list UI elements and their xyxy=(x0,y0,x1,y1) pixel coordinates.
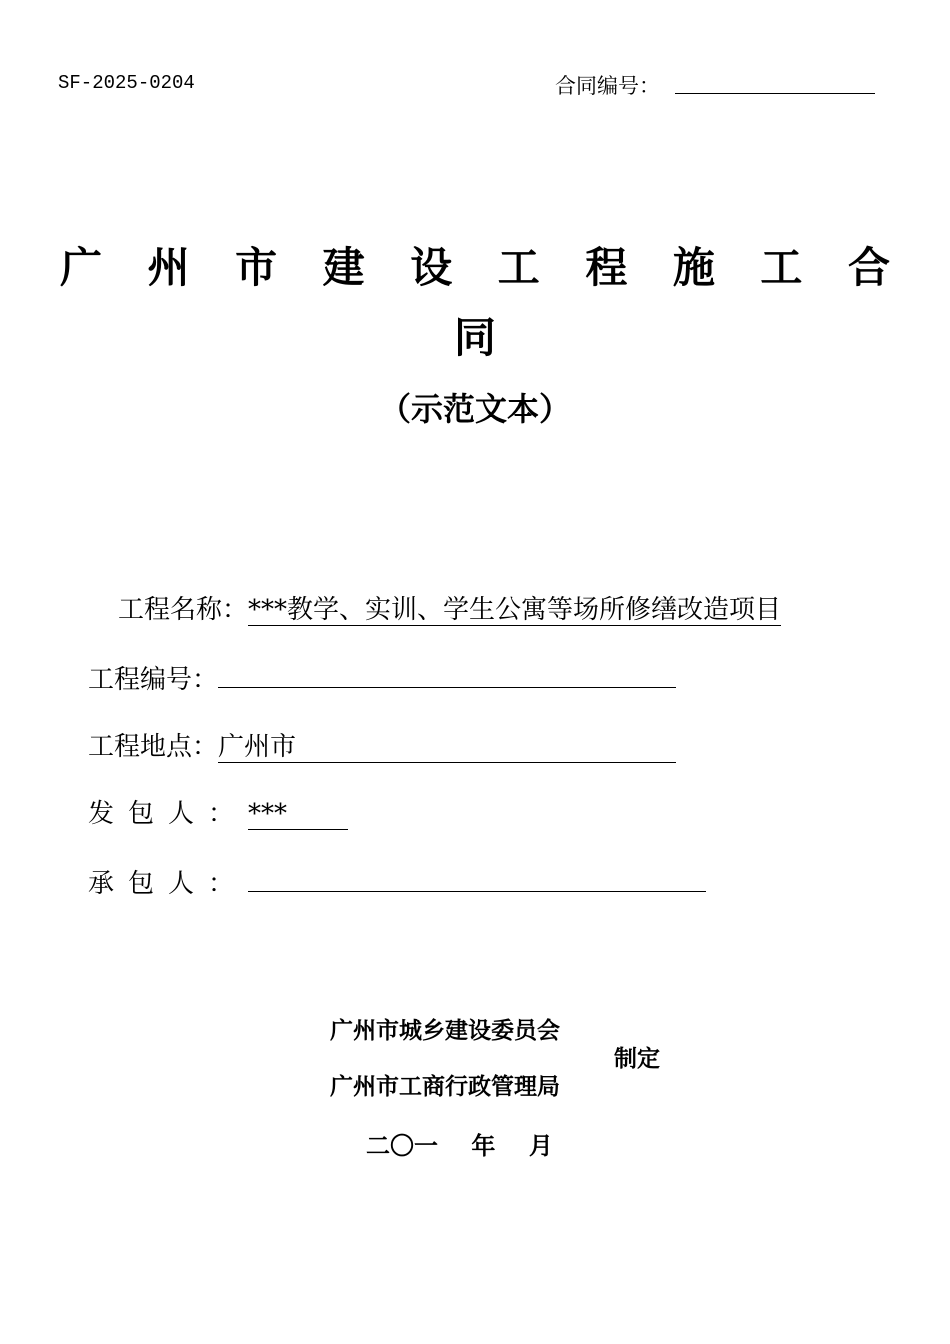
document-subtitle: （示范文本） xyxy=(378,390,571,428)
project-number-label: 工程编号： xyxy=(88,665,219,695)
contract-number-label: 合同编号： xyxy=(555,74,660,98)
document-title: 广州市建设工程施工合 xyxy=(60,243,890,292)
issuer-construction-committee: 广州市城乡建设委员会 xyxy=(330,1018,560,1044)
project-number-field xyxy=(88,662,676,698)
document-title-continued: 同 xyxy=(453,313,496,362)
project-location-field xyxy=(88,729,676,765)
employer-field xyxy=(88,796,348,832)
issuer-commerce-bureau: 广州市工商行政管理局 xyxy=(330,1074,560,1100)
contractor-value xyxy=(248,891,706,892)
project-name-field xyxy=(118,592,781,628)
employer-value: *** xyxy=(248,799,348,830)
contractor-field xyxy=(88,866,706,902)
issuer-made-label: 制定 xyxy=(614,1046,660,1072)
document-code: SF-2025-0204 xyxy=(58,72,195,94)
project-number-value xyxy=(218,687,676,688)
employer-label: 发包人： xyxy=(88,799,249,829)
issue-date: 二〇一 年 月 xyxy=(366,1132,553,1160)
contractor-label: 承包人： xyxy=(88,869,249,899)
contract-number-blank xyxy=(675,93,875,94)
project-location-label: 工程地点： xyxy=(88,732,219,762)
project-location-value: 广州市 xyxy=(218,732,676,763)
project-name-label: 工程名称： xyxy=(118,595,249,625)
project-name-value: ***教学、实训、学生公寓等场所修缮改造项目 xyxy=(248,595,782,625)
